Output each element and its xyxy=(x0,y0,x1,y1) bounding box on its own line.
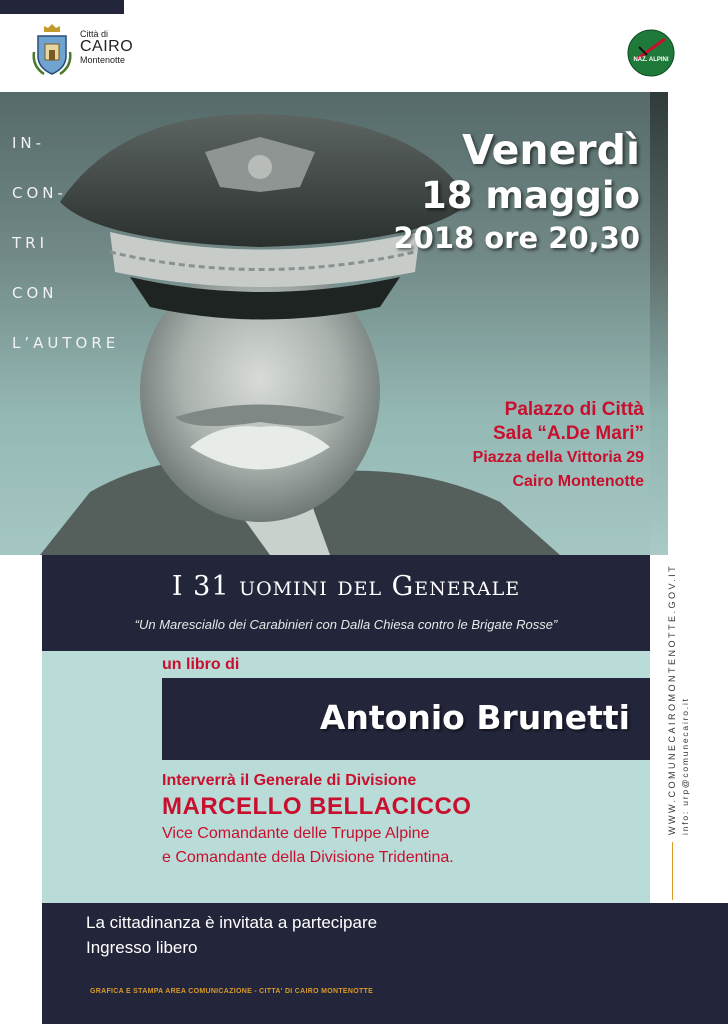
series-line: TRI xyxy=(12,234,49,252)
venue-info xyxy=(473,398,644,494)
city-line2: CAIRO xyxy=(80,38,134,56)
series-line: CON xyxy=(12,284,58,302)
contact-divider xyxy=(672,842,673,900)
ana-alpini-logo-icon xyxy=(627,29,675,77)
author-name: Antonio Brunetti xyxy=(319,698,630,737)
series-line: IN- xyxy=(12,134,46,152)
left-margin xyxy=(0,555,42,1024)
speaker-name: MARCELLO BELLACICCO xyxy=(162,793,472,820)
speaker-info xyxy=(162,770,471,870)
speaker-intro: Interverrà il Generale di Divisione xyxy=(162,772,417,789)
website-link[interactable]: WWW.COMUNECAIROMONTENOTTE.GOV.IT xyxy=(667,563,677,835)
footer-credit: GRAFICA E STAMPA AREA COMUNICAZIONE - CITTA' DI CAIRO MONTENOTTE xyxy=(90,988,374,995)
book-title-box xyxy=(42,555,650,651)
book-subtitle: “Un Maresciallo dei Carabinieri con Dalla Chiesa contro le Brigate Rosse” xyxy=(134,617,558,632)
event-date-line: 18 maggio xyxy=(421,174,640,217)
photo-right-edge-overlay xyxy=(650,92,668,555)
venue-line3: Piazza della Vittoria 29 xyxy=(472,449,644,466)
city-name xyxy=(80,30,133,66)
event-day: Venerdì xyxy=(462,126,640,174)
book-by-label: un libro di xyxy=(162,656,240,673)
email-link[interactable]: info: urp@comunecairo.it xyxy=(680,697,690,835)
partner-logo-text: NAZ. ALPINI xyxy=(633,57,669,63)
contact-info xyxy=(666,535,692,835)
speaker-role1: Vice Comandante delle Truppe Alpine xyxy=(162,825,430,842)
series-title xyxy=(12,118,119,368)
speaker-role2: e Comandante della Divisione Tridentina. xyxy=(162,849,454,866)
author-box xyxy=(162,678,650,760)
city-line3: Montenotte xyxy=(80,55,126,66)
top-bar xyxy=(0,0,124,14)
series-line: L’AUTORE xyxy=(12,334,120,352)
footer xyxy=(42,903,728,1024)
event-date xyxy=(393,126,640,258)
venue-line2: Sala “A.De Mari” xyxy=(493,423,644,444)
book-title: I 31 uomini del Generale xyxy=(171,571,521,602)
city-crest-icon xyxy=(30,22,74,82)
city-line1: Città di xyxy=(80,29,109,39)
venue-line1: Palazzo di Città xyxy=(504,399,644,420)
footer-invite: La cittadinanza è invitata a partecipare xyxy=(86,913,378,932)
venue-line4: Cairo Montenotte xyxy=(512,473,644,490)
footer-entry: Ingresso libero xyxy=(86,938,198,957)
series-line: CON- xyxy=(12,184,67,202)
event-time: 2018 ore 20,30 xyxy=(393,221,640,255)
